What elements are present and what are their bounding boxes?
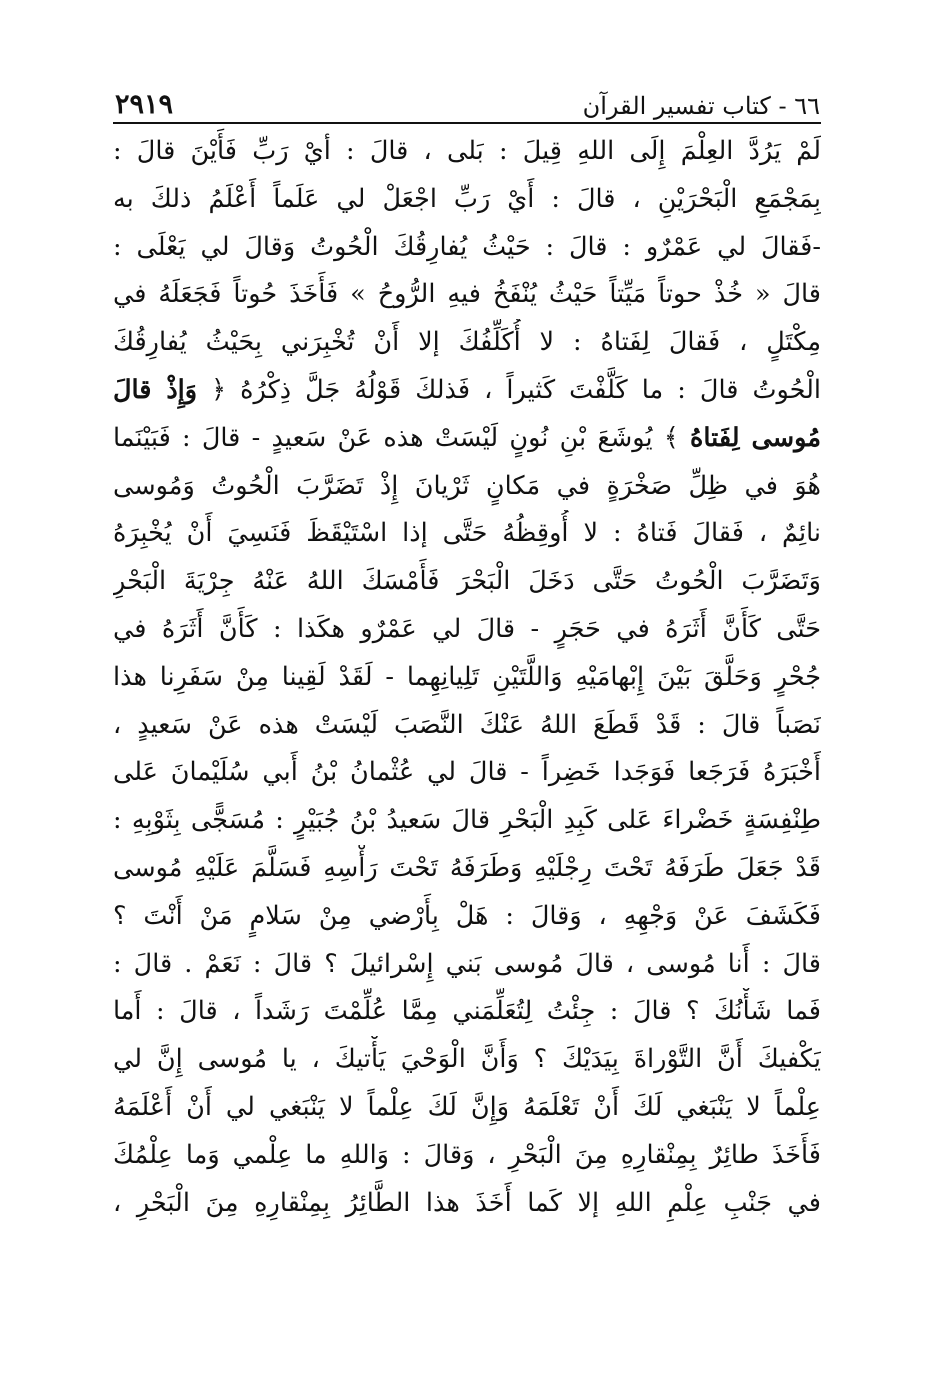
text-segment: أَخْبَرَهُ فَرَجَعا فَوَجَدا خَضِراً - قالَ لي عُثْمانُ بْنُ أَبي سُلَيْمانَ عَلى	[113, 757, 821, 788]
quran-quote: وَإِذْ قالَ	[113, 374, 198, 405]
text-segment: فَما شَأْنُكَ ؟ قالَ : جِئْتُ لِتُعَلِّمَني مِمَّا عُلِّمْتَ رَشَداً ، قالَ : أَما	[113, 996, 821, 1027]
text-segment: -فَقالَ لي عَمْرٌو : قالَ : حَيْثُ يُفارِقُكَ الْحُوتُ وَقالَ لي يَعْلَى :	[113, 231, 821, 262]
text-segment: وَتَضَرَّبَ الْحُوتُ حَتَّى دَخَلَ الْبَحْرَ فَأَمْسَكَ اللهُ عَنْهُ جِرْيَةَ الْبَحْرِ	[113, 566, 821, 597]
text-segment: مِكْتَلٍ ، فَقالَ لِفَتاهُ : لا أُكَلِّفُكَ إلا أَنْ تُخْبِرَني بِحَيْثُ يُفارِقُكَ	[113, 327, 821, 358]
text-segment: طِنْفِسَةٍ خَضْراءَ عَلى كَبِدِ الْبَحْرِ قالَ سَعيدُ بْنُ جُبَيْرٍ : مُسَجًّى بِثَوْبِهِ :	[113, 805, 821, 836]
text-segment: فَأَخَذَ طائِرٌ بِمِنْقارِهِ مِنَ الْبَحْرِ ، وَقالَ : وَاللهِ ما عِلْمي وَما عِلْمُكَ	[113, 1139, 821, 1170]
text-line	[113, 893, 821, 941]
text-line	[113, 654, 821, 702]
text-line	[113, 415, 821, 463]
text-segment: الْحُوتُ قالَ : ما كَلَّفْتَ كَثيراً ، فَذلكَ قَوْلُهُ جَلَّ ذِكْرُهُ ﴿	[197, 374, 821, 405]
body-text	[113, 128, 821, 1227]
text-segment: في جَنْبِ عِلْمِ اللهِ إلا كَما أَخَذَ هذا الطَّائِرُ بِمِنْقارِهِ مِنَ الْبَحْرِ ،	[113, 1187, 821, 1218]
text-line	[113, 606, 821, 654]
text-line	[113, 510, 821, 558]
text-segment: ﴾ يُوشَعَ بْنِ نُونٍ لَيْسَتْ هذه عَنْ سَعيدٍ - قالَ : فَبَيْنَما	[113, 422, 691, 453]
text-line	[113, 176, 821, 224]
text-line	[113, 797, 821, 845]
text-line	[113, 558, 821, 606]
text-line	[113, 988, 821, 1036]
text-line	[113, 367, 821, 415]
text-line	[113, 845, 821, 893]
text-line	[113, 1084, 821, 1132]
text-line	[113, 702, 821, 750]
text-line	[113, 271, 821, 319]
text-segment: قالَ : أَنا مُوسى ، قالَ مُوسى بَني إِسْرائيلَ ؟ قالَ : نَعَمْ . قالَ :	[113, 948, 821, 979]
text-line	[113, 463, 821, 511]
text-line	[113, 1180, 821, 1228]
text-line	[113, 941, 821, 989]
quran-quote: مُوسى لِفَتاهُ	[690, 422, 821, 453]
text-segment: قَدْ جَعَلَ طَرَفَهُ تَحْتَ رِجْلَيْهِ وَطَرَفَهُ تَحْتَ رَأْسِهِ فَسَلَّمَ عَلَيْهِ مُوسى	[113, 852, 821, 883]
text-line	[113, 1036, 821, 1084]
page-number: ٢٩١٩	[115, 89, 174, 120]
text-segment: يَكْفيكَ أَنَّ التَّوْراةَ بِيَدَيْكَ ؟ وَأَنَّ الْوَحْيَ يَأْتيكَ ، يا مُوسى إِنَّ لي	[113, 1044, 821, 1075]
text-segment: نَصَباً قالَ : قَدْ قَطَعَ اللهُ عَنْكَ النَّصَبَ لَيْسَتْ هذه عَنْ سَعيدٍ ،	[113, 709, 821, 740]
text-line	[113, 128, 821, 176]
running-title: ٦٦ - كتاب تفسير القرآن	[582, 92, 820, 120]
header-rule	[113, 122, 821, 124]
text-line	[113, 319, 821, 367]
text-segment: جُحْرٍ وَحَلَّقَ بَيْنَ إِبْهامَيْهِ وَاللَّتَيْنِ تَلِيانِهِما - لَقَدْ لَقِينا مِنْ سَفَرِنا هذا	[113, 661, 821, 692]
text-segment: نائِمٌ ، فَقالَ فَتاهُ : لا أُوقِظُهُ حَتَّى إذا اسْتَيْقَظَ فَنَسِيَ أَنْ يُخْبِرَهُ	[113, 518, 821, 549]
text-segment: لَمْ يَرُدَّ العِلْمَ إِلَى اللهِ قِيلَ : بَلى ، قالَ : أيْ رَبِّ فَأَيْنَ قالَ :	[113, 136, 821, 166]
text-line	[113, 1132, 821, 1180]
text-segment: بِمَجْمَعِ الْبَحْرَيْنِ ، قالَ : أَيْ رَبِّ اجْعَلْ لي عَلَماً أَعْلَمُ ذلكَ به	[113, 183, 821, 214]
text-line	[113, 224, 821, 272]
page-header	[115, 70, 820, 120]
text-segment: هُوَ في ظِلِّ صَخْرَةٍ في مَكانٍ ثَرْيانَ إِذْ تَضَرَّبَ الْحُوتُ وَمُوسى	[113, 470, 821, 501]
text-line	[113, 749, 821, 797]
text-segment: حَتَّى كَأَنَّ أَثَرَهُ في حَجَرٍ - قالَ لي عَمْرٌو هكَذا : كَأَنَّ أَثَرَهُ في	[113, 613, 821, 644]
text-segment: قالَ « خُذْ حوتاً مَيِّتاً حَيْثُ يُنْفَخُ فيهِ الرُّوحُ » فَأَخَذَ حُوتاً فَجَعَلَهُ في	[113, 279, 821, 310]
text-segment: عِلْماً لا يَنْبَغي لَكَ أَنْ تَعْلَمَهُ وَإِنَّ لَكَ عِلْماً لا يَنْبَغي لي أَنْ أَعْلَمَهُ	[113, 1091, 821, 1122]
text-segment: فَكَشَفَ عَنْ وَجْهِهِ ، وَقالَ : هَلْ بِأَرْضي مِنْ سَلامٍ مَنْ أَنْتَ ؟	[113, 900, 821, 931]
